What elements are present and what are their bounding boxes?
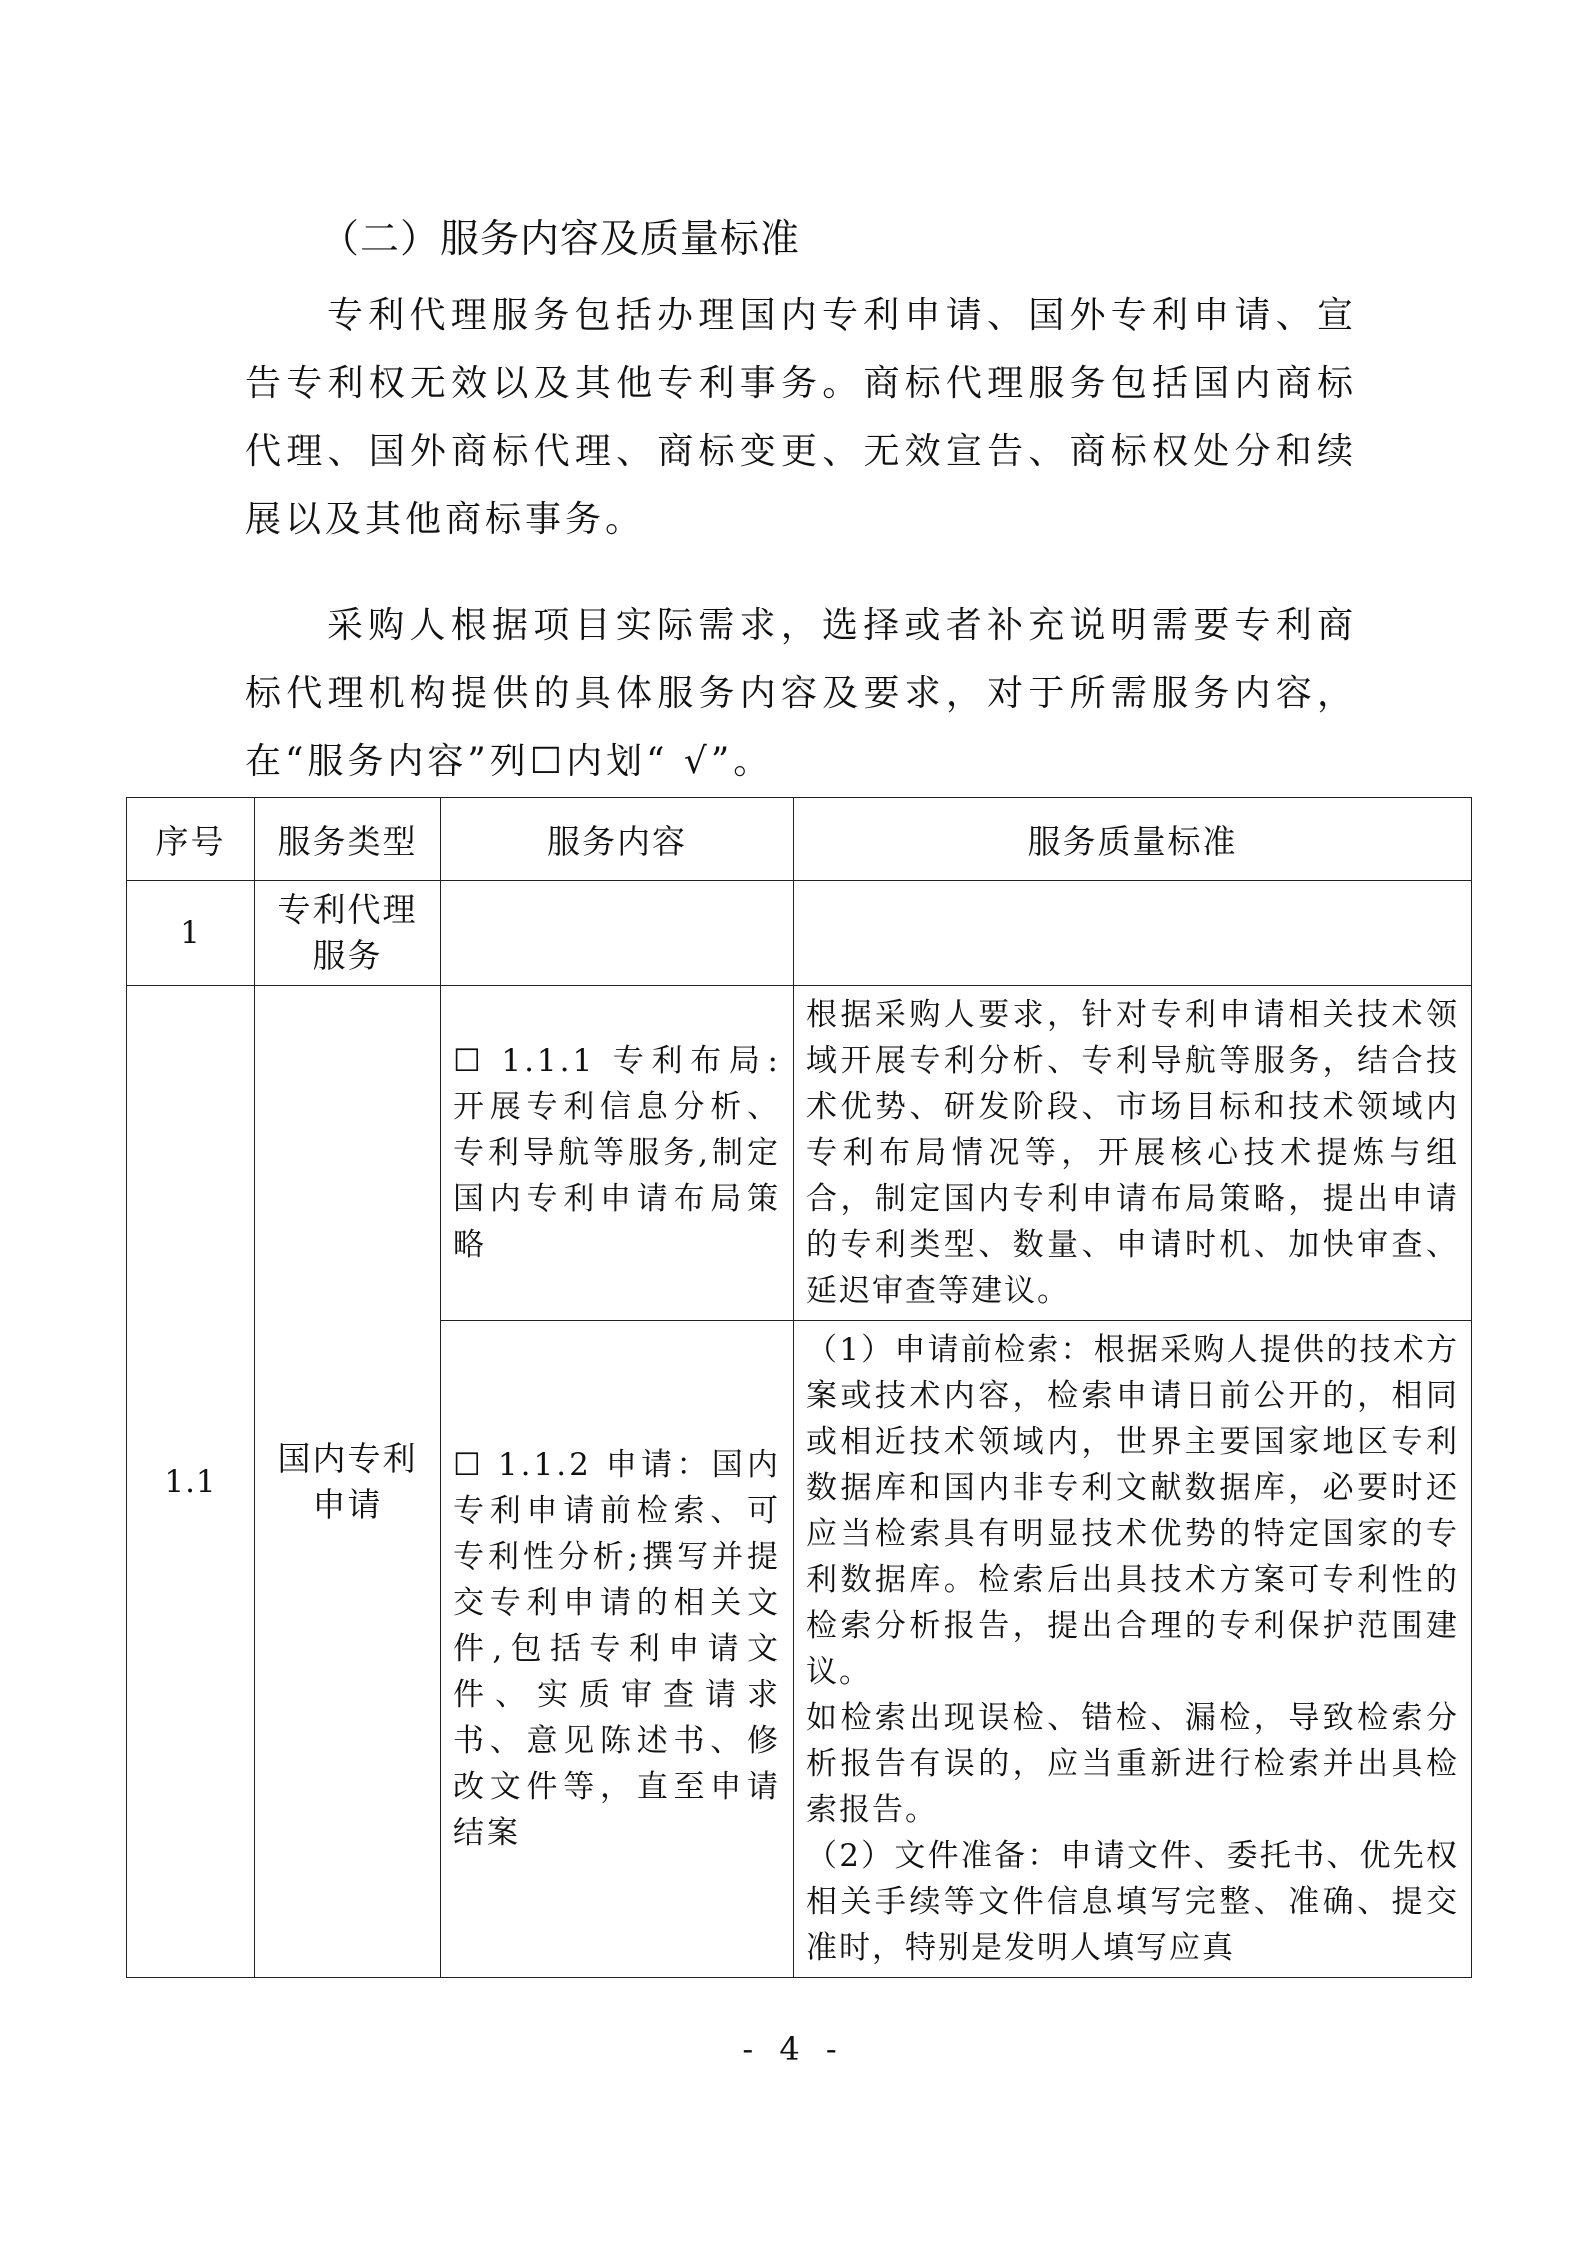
service-table — [126, 797, 1472, 1978]
header-type: 服务类型 — [255, 798, 441, 881]
header-standard: 服务质量标准 — [794, 798, 1472, 881]
standard-paragraph: 如检索出现误检、错检、漏检，导致检索分析报告有误的，应当重新进行检索并出具检索报告。 — [806, 1700, 1459, 1828]
cell-standard — [794, 881, 1472, 986]
header-no: 序号 — [127, 798, 255, 881]
cell-content — [441, 881, 794, 986]
header-content: 服务内容 — [441, 798, 794, 881]
cell-type — [255, 881, 441, 986]
cell-type-line: 申请 — [312, 1484, 383, 1524]
section-heading: （二）服务内容及质量标准 — [320, 217, 801, 262]
cell-content-patent-layout: ☐ 1.1.1 专利布局:开展专利信息分析、专利导航等服务,制定国内专利申请布局策略 — [441, 986, 794, 1321]
paragraph-purchaser-instructions: 采购人根据项目实际需求，选择或者补充说明需要专利商标代理机构提供的具体服务内容及要求，对于所需服务内容，在“服务内容”列☐内划“ √”。 — [245, 605, 1357, 782]
table-header-row — [127, 798, 1472, 881]
cell-type-line: 国内专利 — [277, 1438, 418, 1478]
standard-paragraph: （2）文件准备：申请文件、委托书、优先权相关手续等文件信息填写完整、准确、提交准时，特别是发明人填写应真 — [806, 1838, 1459, 1966]
cell-no: 1.1 — [127, 986, 255, 1978]
cell-type — [255, 986, 441, 1978]
table-row — [127, 881, 1472, 986]
table-row — [127, 986, 1472, 1321]
cell-content-application: ☐ 1.1.2 申请：国内专利申请前检索、可专利性分析;撰写并提交专利申请的相关文件,包括专利申请文件、实质审查请求书、意见陈述书、修改文件等，直至申请结案 — [441, 1321, 794, 1978]
cell-standard-patent-layout: 根据采购人要求，针对专利申请相关技术领域开展专利分析、专利导航等服务，结合技术优势、研发阶段、市场目标和技术领域内专利布局情况等，开展核心技术提炼与组合，制定国内专利申请布局策略，提出申请的专利类型、数量、申请时机、加快审查、延迟审查等建议。 — [794, 986, 1472, 1321]
paragraph-service-scope: 专利代理服务包括办理国内专利申请、国外专利申请、宣告专利权无效以及其他专利事务。商标代理服务包括国内商标代理、国外商标代理、商标变更、无效宣告、商标权处分和续展以及其他商标事务。 — [245, 295, 1357, 540]
cell-standard-application — [794, 1321, 1472, 1978]
cell-type-line: 服务 — [312, 936, 383, 975]
cell-no: 1 — [127, 881, 255, 986]
standard-paragraph: （1）申请前检索：根据采购人提供的技术方案或技术内容，检索申请日前公开的，相同或相近技术领域内，世界主要国家地区专利数据库和国内非专利文献数据库，必要时还应当检索具有明显技术优势的特定国家的专利数据库。检索后出具技术方案可专利性的检索分析报告，提出合理的专利保护范围建议。 — [806, 1332, 1459, 1690]
cell-type-line: 专利代理 — [277, 890, 418, 929]
page-number: - 4 - — [742, 2030, 845, 2068]
